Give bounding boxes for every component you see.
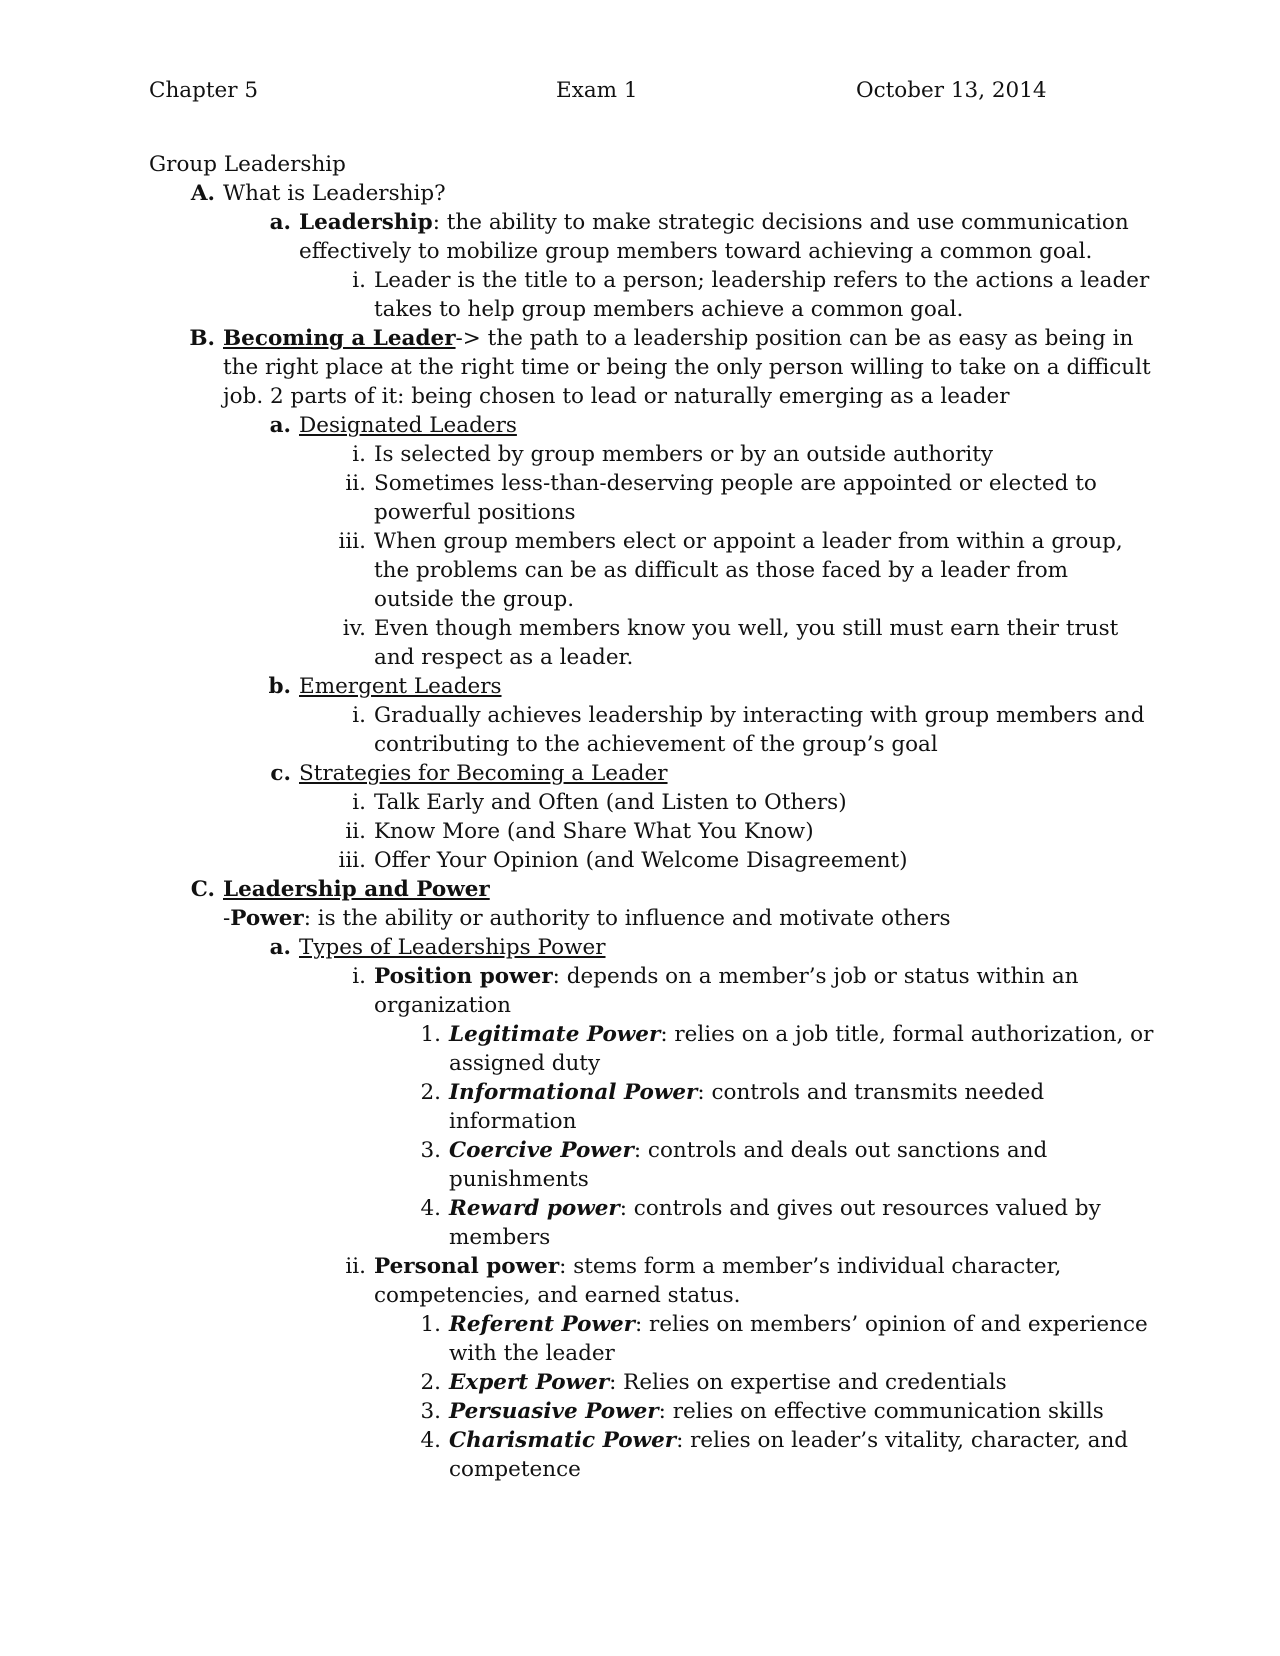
term: Personal power [374,1254,560,1279]
list-marker: 3. [420,1138,441,1163]
list-item [149,469,1149,498]
subsection-strategies [149,759,1149,788]
list-marker: ii. [345,1254,366,1279]
item-text: Offer Your Opinion (and Welcome Disagreement) [374,848,908,873]
term: Becoming a Leader [223,326,456,351]
list-marker: a. [269,210,291,235]
list-marker: ii. [345,819,366,844]
term: Referent Power [449,1312,635,1337]
list-item [149,701,1149,730]
list-item [149,962,1149,991]
item-text: Gradually achieves leadership by interacting with group members and [374,703,1145,728]
term: Coercive Power [449,1138,634,1163]
section-a-heading: What is Leadership? [223,181,446,206]
list-item-continued: punishments [449,1167,589,1192]
term: Leadership [299,210,433,235]
list-item-continued: the problems can be as difficult as those faced by a leader from [374,558,1069,583]
list-item [149,527,1149,556]
list-marker: B. [189,326,215,351]
subsection-heading: Types of Leaderships Power [299,935,606,960]
list-item [149,440,1149,469]
list-marker: b. [268,674,291,699]
list-item [149,1397,1149,1426]
list-item [149,1310,1149,1339]
list-item-continued: effectively to mobilize group members toward achieving a common goal. [299,239,1093,264]
item-text: : is the ability or authority to influence and motivate others [303,906,951,931]
list-item [149,846,1149,875]
header-date: October 13, 2014 [856,78,1047,103]
list-item-continued: assigned duty [449,1051,601,1076]
section-b [149,324,1149,353]
term: Expert Power [449,1370,610,1395]
term: Legitimate Power [449,1022,661,1047]
subsection-types [149,933,1149,962]
list-item-continued: competencies, and earned status. [374,1283,741,1308]
section-a [149,179,1149,208]
list-marker: 1. [420,1312,441,1337]
term: Persuasive Power [449,1399,659,1424]
item-text: : Relies on expertise and credentials [609,1370,1007,1395]
item-text: : relies on a job title, formal authorization, or [660,1022,1154,1047]
item-text: : the ability to make strategic decisions and use communication [432,210,1129,235]
list-marker: 4. [420,1196,441,1221]
list-item-continued: powerful positions [374,500,576,525]
list-item-continued: with the leader [449,1341,615,1366]
item-text: Even though members know you well, you still must earn their trust [374,616,1119,641]
subsection-emergent [149,672,1149,701]
item-text: When group members elect or appoint a leader from within a group, [374,529,1123,554]
list-marker: i. [352,964,366,989]
header-exam: Exam 1 [556,78,638,103]
dash: - [223,906,231,931]
list-item-continued: job. 2 parts of it: being chosen to lead or naturally emerging as a leader [223,384,1010,409]
item-text: Leader is the title to a person; leadership refers to the actions a leader [374,268,1150,293]
list-marker: 2. [420,1370,441,1395]
power-definition [149,904,1149,933]
list-marker: 4. [420,1428,441,1453]
list-marker: ii. [345,471,366,496]
list-item [149,1368,1149,1397]
list-item-continued: and respect as a leader. [374,645,634,670]
list-item [149,1136,1149,1165]
item-text: : relies on leader’s vitality, character, and [676,1428,1129,1453]
subsection-heading: Strategies for Becoming a Leader [299,761,668,786]
item-text: Is selected by group members or by an outside authority [374,442,994,467]
list-item [149,266,1149,295]
term: Charismatic Power [449,1428,677,1453]
term: Informational Power [449,1080,698,1105]
list-item [149,1078,1149,1107]
list-marker: a. [269,413,291,438]
item-text: : depends on a member’s job or status within an [552,964,1079,989]
list-marker: 1. [420,1022,441,1047]
list-marker: i. [352,268,366,293]
list-item-continued: members [449,1225,551,1250]
list-marker: 3. [420,1399,441,1424]
list-marker: iii. [338,529,366,554]
list-item [149,788,1149,817]
list-marker: A. [190,181,215,206]
list-marker: i. [352,703,366,728]
list-item-continued: the right place at the right time or being the only person willing to take on a difficult [223,355,1151,380]
list-item-continued: outside the group. [374,587,575,612]
item-text: : controls and gives out resources valued by [619,1196,1101,1221]
list-item-continued: takes to help group members achieve a common goal. [374,297,964,322]
item-text: : stems form a member’s individual character, [559,1254,1062,1279]
term: Power [230,906,304,931]
subsection-heading: Emergent Leaders [299,674,502,699]
list-item-continued: contributing to the achievement of the group’s goal [374,732,938,757]
item-text: -> the path to a leadership position can be as easy as being in [455,326,1134,351]
list-marker: iii. [338,848,366,873]
list-marker: C. [190,877,215,902]
item-text: Sometimes less-than-deserving people are appointed or elected to [374,471,1097,496]
header-chapter: Chapter 5 [149,78,259,103]
list-item [149,1194,1149,1223]
list-item-continued: information [449,1109,577,1134]
item-text: : controls and transmits needed [697,1080,1045,1105]
list-marker: a. [269,935,291,960]
list-item [149,817,1149,846]
document-body [149,150,1154,1484]
list-item [149,208,1149,237]
list-marker: iv. [342,616,366,641]
list-item-continued: competence [449,1457,581,1482]
list-item [149,1426,1149,1455]
section-c [149,875,1149,904]
list-item [149,1020,1154,1049]
subsection-designated [149,411,1149,440]
section-c-heading: Leadership and Power [223,877,490,902]
document-title: Group Leadership [149,152,346,177]
list-marker: c. [270,761,291,786]
item-text: Talk Early and Often (and Listen to Others) [374,790,847,815]
list-item [149,1252,1149,1281]
subsection-heading: Designated Leaders [299,413,517,438]
list-marker: i. [352,442,366,467]
list-item-continued: organization [374,993,511,1018]
item-text: : relies on members’ opinion of and experience [634,1312,1148,1337]
list-marker: 2. [420,1080,441,1105]
term: Reward power [449,1196,620,1221]
list-item [149,614,1149,643]
item-text: Know More (and Share What You Know) [374,819,814,844]
term: Position power [374,964,553,989]
list-marker: i. [352,790,366,815]
item-text: : relies on effective communication skills [658,1399,1104,1424]
item-text: : controls and deals out sanctions and [633,1138,1048,1163]
